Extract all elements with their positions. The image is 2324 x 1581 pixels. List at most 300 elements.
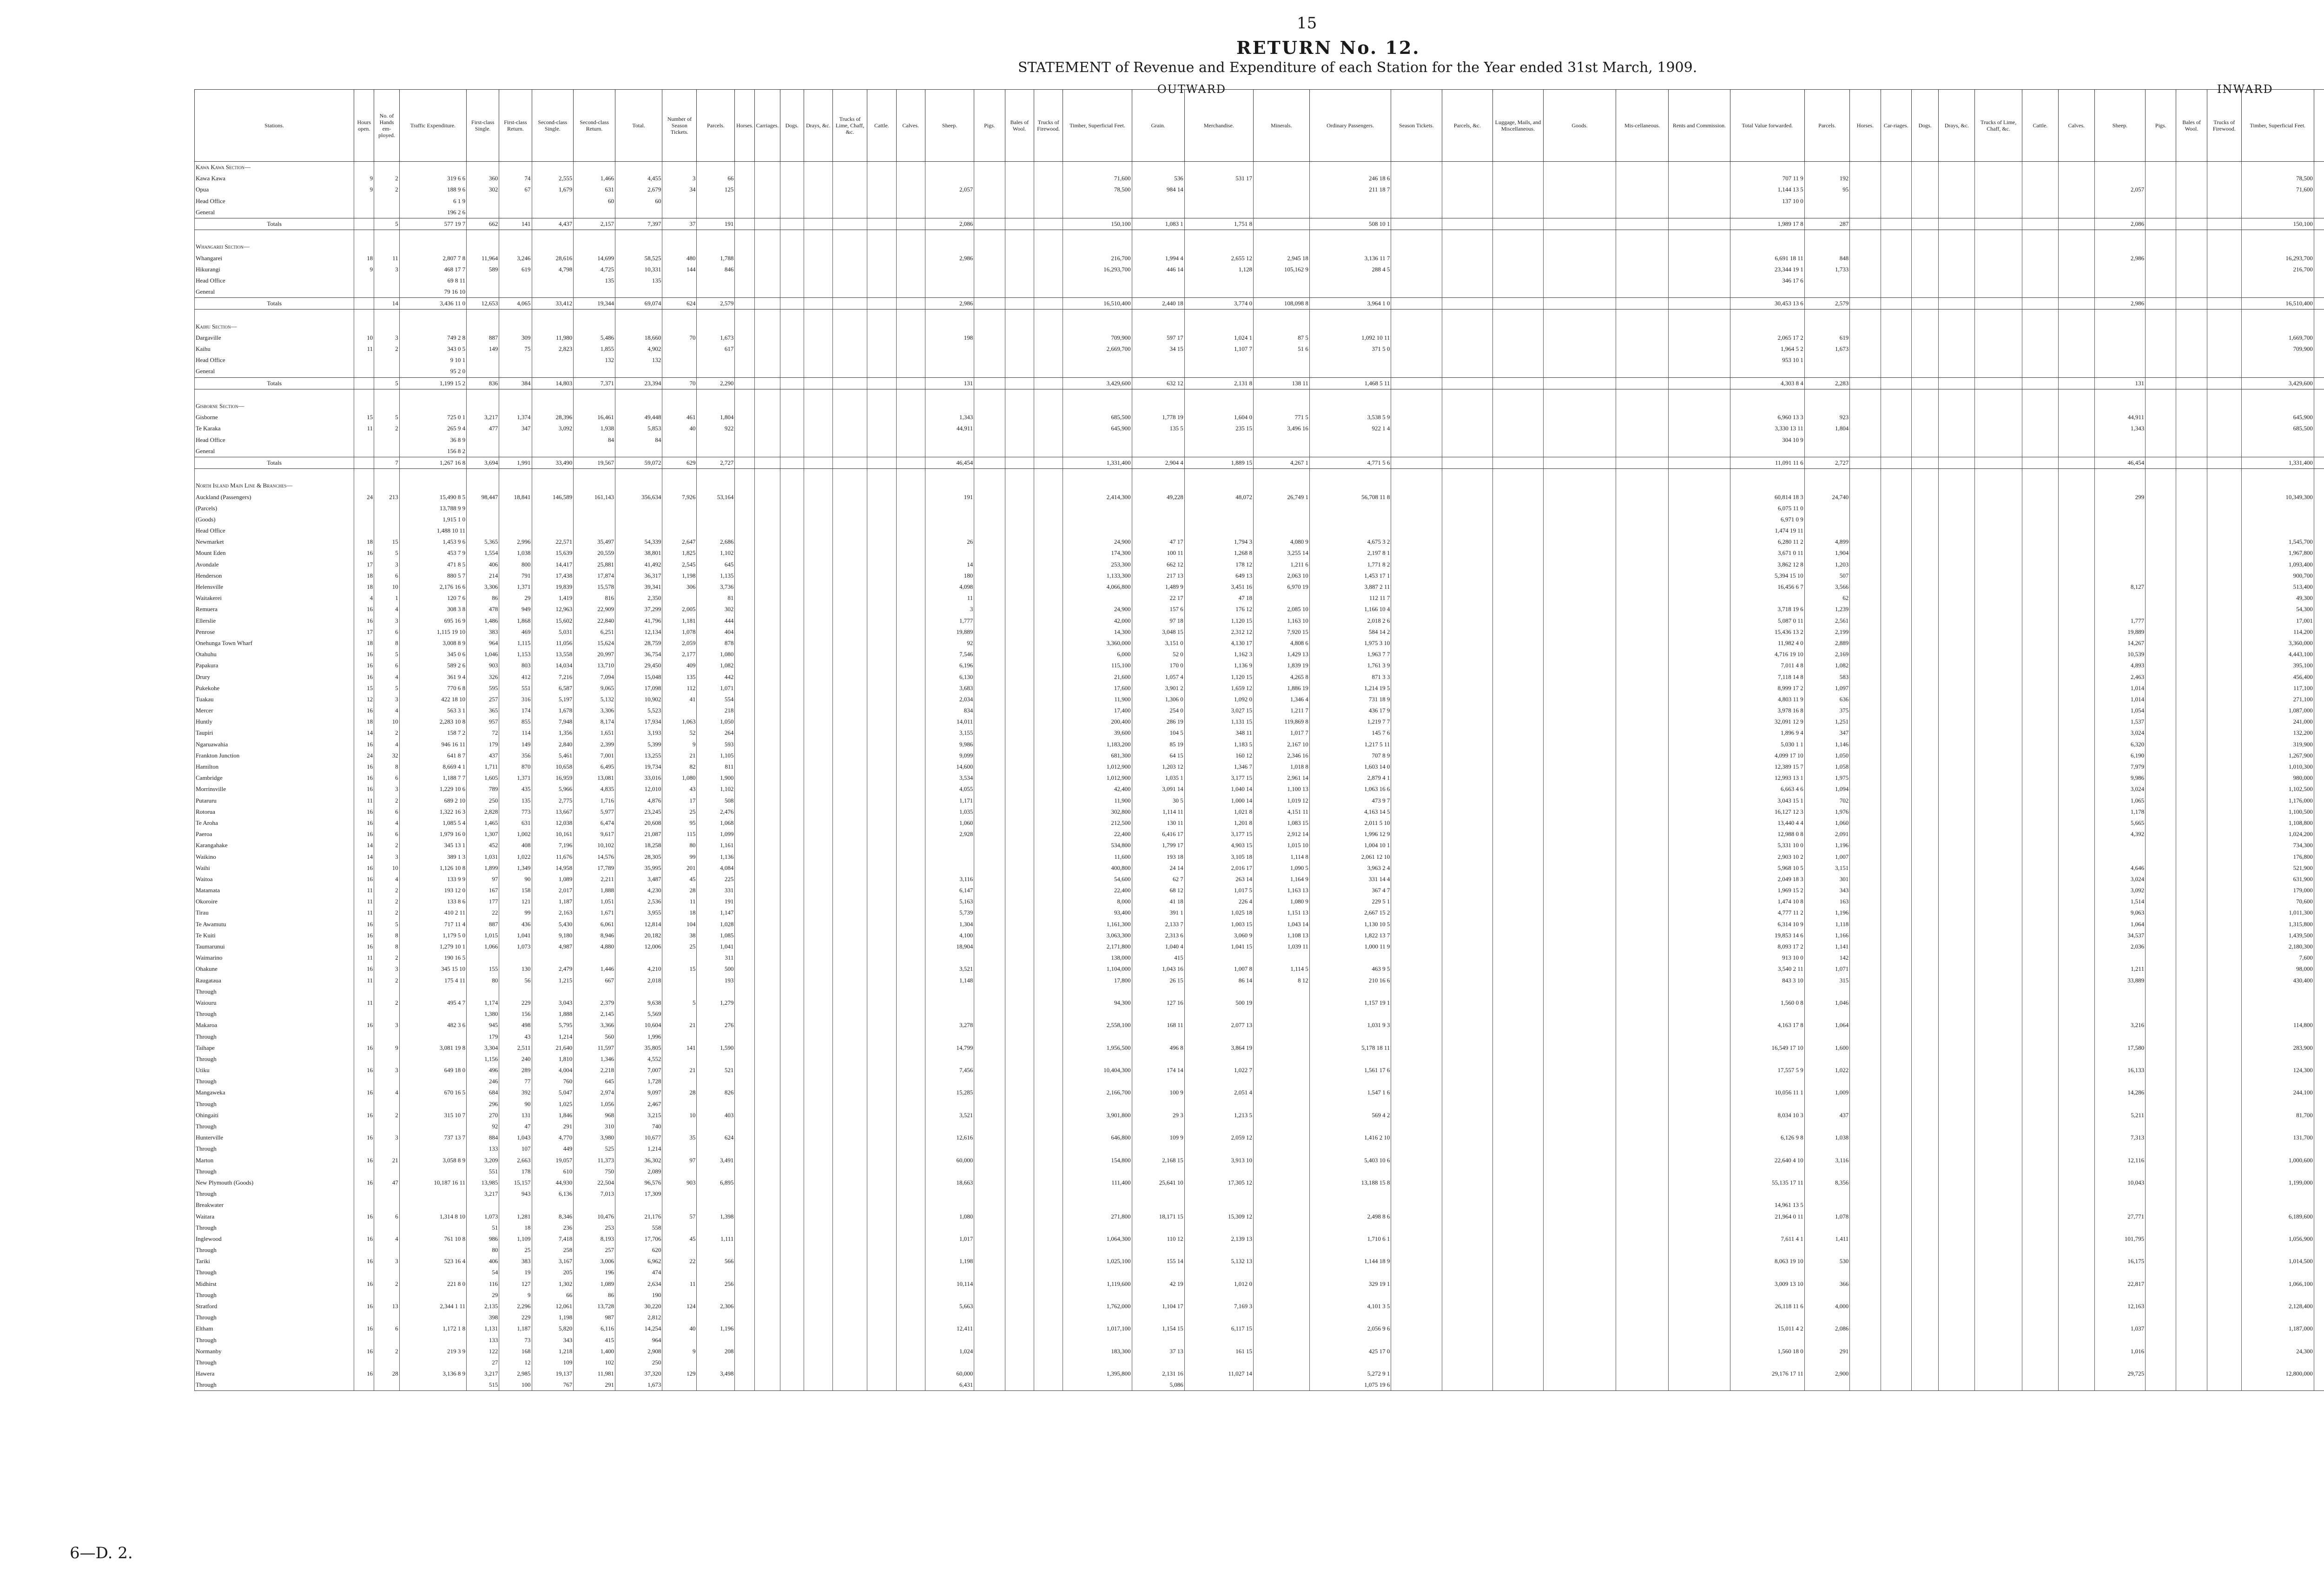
cell-drays [804,332,832,343]
cell-second-single: 13,667 [532,806,574,817]
cell-first-return [499,1199,532,1211]
cell-season-rev [1391,355,1442,366]
cell-goods [1544,264,1616,275]
cell-misc [1616,423,1669,434]
cell-in-wool [2176,366,2207,377]
cell-merchandise: 1,007 8 [1184,963,1253,975]
cell-parcels-rev [1442,919,1492,930]
cell-in-parcels [1804,1166,1850,1177]
cell-trucks [833,1020,867,1031]
cell-goods [1544,593,1616,604]
cell-grain [1132,1054,1184,1065]
cell-in-calves [2058,750,2094,761]
table-body [195,162,2324,1391]
cell-in-wool [2176,469,2207,481]
cell-in-cattle [2022,694,2058,705]
cell-in-drays [1939,332,1975,343]
cell-sheep: 26 [925,536,974,547]
cell-ordinary [1309,321,1391,332]
cell-in-sheep: 7,313 [2094,1132,2145,1143]
cell-luggage [1492,1166,1543,1177]
cell-calves [896,491,925,502]
cell-drays [804,1222,832,1233]
cell-pigs [974,907,1005,918]
cell-cattle [867,547,896,559]
cell-cattle [867,1065,896,1076]
cell-firewood [1034,389,1063,401]
cell-ordinary: 1,031 9 3 [1309,1020,1391,1031]
cell-in-calves [2058,761,2094,772]
cell-merchandise [1184,1099,1253,1110]
cell-cattle [867,851,896,862]
cell-hours [354,503,374,514]
cell-expenditure: 563 3 1 [399,705,466,716]
cell-calves [896,332,925,343]
cell-in-wool [2176,739,2207,750]
cell-season: 480 [662,253,697,264]
cell-trucks [833,1065,867,1076]
cell-sheep [925,1099,974,1110]
cell-parcels: 2,476 [697,806,735,817]
cell-hours [354,1188,374,1199]
cell-in-parcels: 3,151 [1804,863,1850,874]
cell-horses [735,671,755,682]
cell-first-return: 347 [499,423,532,434]
cell-parcels: 1,900 [697,772,735,784]
cell-parcels-rev [1442,480,1492,491]
cell-ordinary: 4,675 3 2 [1309,536,1391,547]
cell-horses [735,286,755,298]
cell-trucks [833,604,867,615]
cell-minerals [1253,1155,1309,1166]
cell-horses [735,401,755,412]
cell-in-dogs [1911,896,1939,907]
cell-total-value: 1,474 10 8 [1730,896,1804,907]
table-row [195,963,2324,975]
cell-second-single: 2,017 [532,885,574,896]
cell-second-return: 6,495 [574,761,615,772]
cell-first-single: 3,306 [467,581,499,593]
cell-calves [896,196,925,207]
cell-first-single: 2,828 [467,806,499,817]
cell-drays [804,469,832,481]
cell-grain [1132,446,1184,457]
cell-hands: 2 [374,795,400,806]
cell-in-firewood [2207,355,2241,366]
cell-second-single: 9,180 [532,930,574,941]
cell-first-return: 130 [499,963,532,975]
cell-minerals: 2,961 14 [1253,772,1309,784]
cell-hours [354,389,374,401]
cell-second-return: 8,946 [574,930,615,941]
cell-horses [735,412,755,423]
cell-second-return: 3,366 [574,1020,615,1031]
cell-pigs [974,162,1005,173]
cell-season: 115 [662,829,697,840]
cell-drays [804,412,832,423]
cell-station: Through [195,1008,354,1020]
cell-trucks [833,1054,867,1065]
cell-rents [1669,423,1730,434]
cell-in-drays [1939,1087,1975,1098]
cell-merchandise: 226 4 [1184,896,1253,907]
cell-merchandise: 1,268 8 [1184,547,1253,559]
cell-trucks [833,1211,867,1222]
cell-in-trucks [1975,162,2022,173]
cell-in-carriages [1881,638,1911,649]
cell-calves [896,750,925,761]
cell-in-cattle [2022,1008,2058,1020]
cell-total-value [1730,1031,1804,1042]
cell-carriages [755,896,780,907]
cell-in-carriages [1881,772,1911,784]
cell-in-parcels: 142 [1804,952,1850,963]
cell-pigs [974,840,1005,851]
cell-firewood [1034,412,1063,423]
cell-in-drays [1939,514,1975,525]
cell-dogs [780,241,804,252]
cell-season-rev [1391,660,1442,671]
cell-rents [1669,253,1730,264]
cell-misc [1616,1042,1669,1054]
cell-season: 99 [662,851,697,862]
cell-goods [1544,997,1616,1008]
cell-total-value: 55,135 17 11 [1730,1177,1804,1188]
cell-ordinary: 2,879 4 1 [1309,772,1391,784]
cell-horses [735,570,755,581]
cell-cattle [867,1166,896,1177]
cell-in-sheep [2094,332,2145,343]
cell-total-tickets: 5,523 [615,705,662,716]
cell-in-firewood [2207,817,2241,829]
cell-grain [1132,1188,1184,1199]
cell-second-return: 8,174 [574,716,615,727]
cell-drays [804,377,832,389]
cell-parcels-rev [1442,321,1492,332]
cell-pigs [974,559,1005,570]
cell-in-sheep: 1,514 [2094,896,2145,907]
cell-expenditure [399,401,466,412]
cell-station: Kawa Kawa Section— [195,162,354,173]
cell-in-grain [2314,389,2324,401]
cell-cattle [867,806,896,817]
cell-sheep: 60,000 [925,1155,974,1166]
cell-parcels [697,1031,735,1042]
cell-ordinary [1309,986,1391,997]
cell-in-horses [1850,491,1881,502]
cell-cattle [867,162,896,173]
cell-expenditure: 9 10 1 [399,355,466,366]
cell-trucks [833,941,867,952]
cell-in-carriages [1881,694,1911,705]
cell-second-return: 667 [574,975,615,986]
cell-ordinary [1309,196,1391,207]
cell-in-timber: 16,293,700 [2241,253,2314,264]
cell-pigs [974,694,1005,705]
table-row [195,840,2324,851]
cell-parcels: 1,673 [697,332,735,343]
cell-in-firewood [2207,604,2241,615]
inward-group-label: INWARD [2217,83,2273,96]
cell-season: 629 [662,457,697,468]
cell-first-single: 1,015 [467,930,499,941]
cell-drays [804,241,832,252]
cell-parcels: 191 [697,218,735,230]
cell-parcels [697,1076,735,1087]
cell-in-dogs [1911,784,1939,795]
table-row [195,1110,2324,1121]
cell-in-wool [2176,1166,2207,1177]
cell-luggage [1492,806,1543,817]
cell-expenditure: 737 13 7 [399,1132,466,1143]
cell-in-parcels: 1,094 [1804,784,1850,795]
cell-second-return: 161,143 [574,491,615,502]
cell-cattle [867,377,896,389]
cell-goods [1544,1076,1616,1087]
cell-parcels: 444 [697,615,735,626]
cell-luggage [1492,230,1543,242]
cell-misc [1616,1031,1669,1042]
table-row [195,332,2324,343]
table-row [195,1042,2324,1054]
cell-expenditure: 95 2 0 [399,366,466,377]
cell-carriages [755,366,780,377]
cell-hours: 16 [354,874,374,885]
cell-sheep [925,286,974,298]
cell-in-sheep: 44,911 [2094,412,2145,423]
cell-hands [374,469,400,481]
cell-in-dogs [1911,1166,1939,1177]
cell-in-timber [2241,525,2314,536]
cell-second-single [532,503,574,514]
cell-pigs [974,310,1005,321]
cell-in-horses [1850,1222,1881,1233]
cell-in-timber [2241,986,2314,997]
cell-in-firewood [2207,1076,2241,1087]
cell-parcels-rev [1442,795,1492,806]
cell-in-firewood [2207,795,2241,806]
cell-in-grain [2314,1087,2324,1098]
cell-first-return: 1,115 [499,638,532,649]
cell-in-horses [1850,1155,1881,1166]
cell-in-wool [2176,907,2207,918]
cell-parcels [697,401,735,412]
cell-in-firewood [2207,615,2241,626]
cell-firewood [1034,1076,1063,1087]
cell-pigs [974,930,1005,941]
cell-minerals: 2,085 10 [1253,604,1309,615]
cell-in-timber [2241,435,2314,446]
cell-in-horses [1850,503,1881,514]
cell-in-trucks [1975,491,2022,502]
cell-first-return [499,196,532,207]
cell-second-return: 10,102 [574,840,615,851]
cell-hours [354,298,374,310]
cell-in-drays [1939,863,1975,874]
cell-in-carriages [1881,952,1911,963]
cell-drays [804,919,832,930]
cell-hands: 6 [374,1211,400,1222]
cell-station: Waikino [195,851,354,862]
cell-luggage [1492,343,1543,355]
cell-dogs [780,230,804,242]
cell-grain [1132,1099,1184,1110]
cell-first-single [467,525,499,536]
cell-hands: 2 [374,975,400,986]
cell-in-pigs [2146,264,2176,275]
cell-first-return: 469 [499,626,532,638]
cell-in-sheep [2094,570,2145,581]
cell-carriages [755,503,780,514]
cell-in-drays [1939,1099,1975,1110]
cell-in-grain [2314,1031,2324,1042]
cell-in-horses [1850,615,1881,626]
cell-second-single [532,986,574,997]
cell-in-sheep [2094,446,2145,457]
cell-in-wool [2176,1008,2207,1020]
cell-in-firewood [2207,446,2241,457]
cell-expenditure [399,1008,466,1020]
cell-station: Through [195,1166,354,1177]
cell-total-value: 2,049 18 3 [1730,874,1804,885]
cell-in-firewood [2207,1121,2241,1132]
cell-in-firewood [2207,514,2241,525]
cell-in-carriages [1881,253,1911,264]
cell-grain: 174 14 [1132,1065,1184,1076]
cell-in-calves [2058,638,2094,649]
cell-misc [1616,829,1669,840]
table-row [195,1166,2324,1177]
cell-in-dogs [1911,975,1939,986]
cell-in-calves [2058,1155,2094,1166]
cell-in-trucks [1975,1211,2022,1222]
cell-second-single: 760 [532,1076,574,1087]
cell-wool [1005,874,1034,885]
cell-in-drays [1939,264,1975,275]
cell-in-grain [2314,851,2324,862]
cell-expenditure: 193 12 0 [399,885,466,896]
cell-in-cattle [2022,435,2058,446]
cell-in-parcels: 2,561 [1804,615,1850,626]
cell-in-firewood [2207,739,2241,750]
cell-goods [1544,401,1616,412]
cell-cattle [867,275,896,286]
cell-calves [896,772,925,784]
cell-in-trucks [1975,1065,2022,1076]
cell-merchandise [1184,162,1253,173]
cell-parcels: 811 [697,761,735,772]
cell-in-calves [2058,795,2094,806]
cell-pigs [974,1020,1005,1031]
cell-first-single: 3,694 [467,457,499,468]
cell-in-horses [1850,1199,1881,1211]
cell-parcels: 191 [697,896,735,907]
cell-goods [1544,1132,1616,1143]
cell-in-trucks [1975,286,2022,298]
cell-hands: 2 [374,885,400,896]
cell-parcels-rev [1442,1143,1492,1154]
cell-rents [1669,1222,1730,1233]
cell-in-carriages [1881,1008,1911,1020]
cell-wool [1005,196,1034,207]
cell-goods [1544,1087,1616,1098]
section-heading-row [195,162,2324,173]
cell-in-calves [2058,230,2094,242]
cell-in-cattle [2022,1166,2058,1177]
cell-drays [804,694,832,705]
cell-in-grain [2314,806,2324,817]
cell-luggage [1492,1008,1543,1020]
cell-calves [896,264,925,275]
cell-in-cattle [2022,525,2058,536]
cell-in-sheep: 2,463 [2094,671,2145,682]
cell-trucks [833,173,867,184]
cell-in-carriages [1881,298,1911,310]
cell-in-firewood [2207,671,2241,682]
cell-calves [896,784,925,795]
cell-in-timber [2241,1188,2314,1199]
cell-total-tickets: 5,399 [615,739,662,750]
cell-first-single: 496 [467,1065,499,1076]
cell-in-grain [2314,332,2324,343]
cell-timber [1063,310,1132,321]
cell-in-drays [1939,761,1975,772]
cell-parcels-rev [1442,184,1492,195]
cell-pigs [974,817,1005,829]
cell-parcels-rev [1442,412,1492,423]
cell-carriages [755,1031,780,1042]
cell-in-pigs [2146,604,2176,615]
cell-in-drays [1939,1199,1975,1211]
cell-in-sheep [2094,1008,2145,1020]
cell-grain: 254 0 [1132,705,1184,716]
cell-horses [735,750,755,761]
column-header-in-drays: Drays, &c. [1939,90,1975,162]
cell-in-calves [2058,1031,2094,1042]
cell-ordinary [1309,230,1391,242]
cell-season [662,1166,697,1177]
cell-misc [1616,321,1669,332]
cell-grain [1132,196,1184,207]
cell-cattle [867,559,896,570]
cell-first-single: 270 [467,1110,499,1121]
cell-horses [735,1143,755,1154]
cell-minerals: 1,108 13 [1253,930,1309,941]
cell-first-return: 384 [499,377,532,389]
cell-in-pigs [2146,218,2176,230]
cell-in-parcels: 2,727 [1804,457,1850,468]
cell-rents [1669,593,1730,604]
cell-ordinary: 1,822 13 7 [1309,930,1391,941]
cell-station: Through [195,986,354,997]
cell-total-value: 8,034 10 3 [1730,1110,1804,1121]
cell-goods [1544,1155,1616,1166]
cell-first-single [467,241,499,252]
column-header-rents: Rents and Commission. [1669,90,1730,162]
cell-ordinary [1309,435,1391,446]
cell-rents [1669,638,1730,649]
cell-total-value [1730,207,1804,218]
cell-misc [1616,795,1669,806]
cell-first-return: 156 [499,1008,532,1020]
cell-in-firewood [2207,321,2241,332]
cell-parcels-rev [1442,401,1492,412]
cell-minerals [1253,1065,1309,1076]
cell-hands [374,275,400,286]
cell-in-timber: 98,000 [2241,963,2314,975]
cell-dogs [780,694,804,705]
cell-in-trucks [1975,1121,2022,1132]
